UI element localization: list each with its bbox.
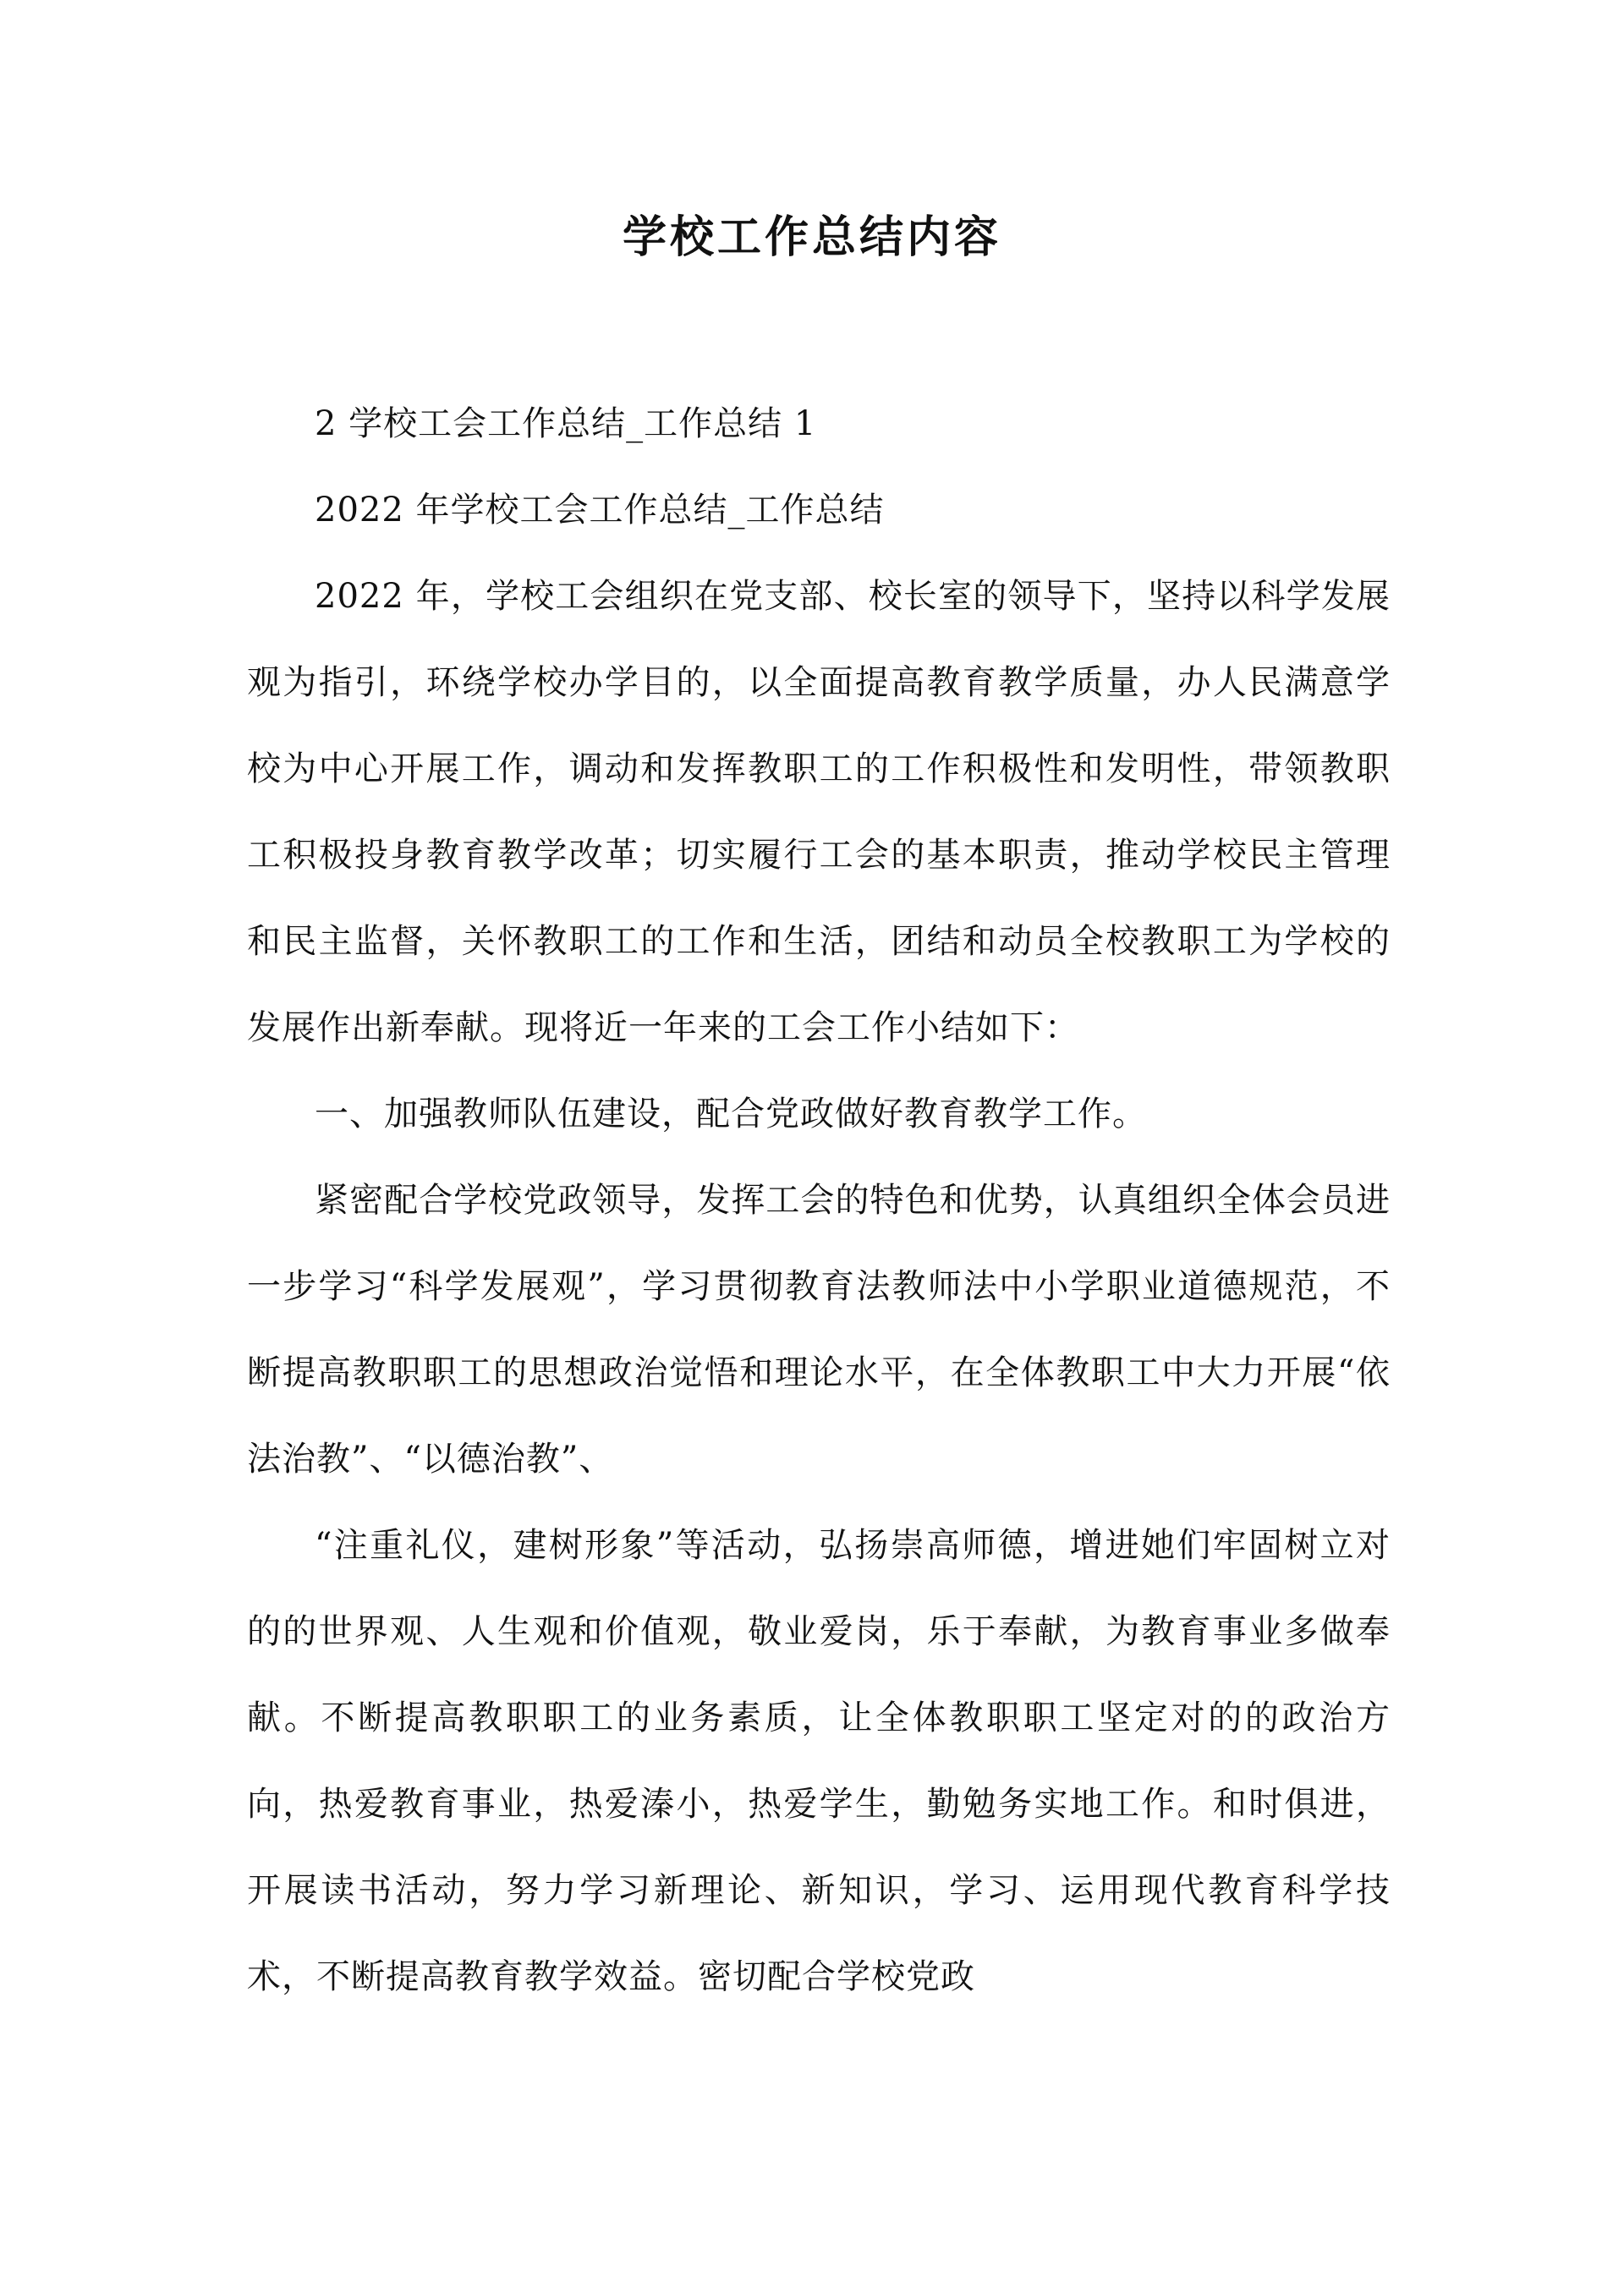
page-title: 学校工作总结内容 xyxy=(622,211,1001,263)
paragraph-body-1: 紧密配合学校党政领导，发挥工会的特色和优势，认真组织全体会员进一步学习“科学发展观”，学习贯彻教育法教师法中小学职业道德规范，不断提高教职职工的思想政治觉悟和理论水平，在全体教职工中大力开展“依法治教”、“以德治教”、 xyxy=(247,1181,1391,1479)
paragraph-subtitle-1: 2 学校工会工作总结_工作总结 1 xyxy=(315,404,817,443)
paragraph-intro: 2022 年，学校工会组织在党支部、校长室的领导下，坚持以科学发展观为指引，环绕学校办学目的，以全面提高教育教学质量，办人民满意学校为中心开展工作，调动和发挥教职工的工作积极性和发明性，带领教职工积极投身教育教学改革；切实履行工会的基本职责，推动学校民主管理和民主监督，关怀教职工的工作和生活，团结和动员全校教职工为学校的发展作出新奉献。现将近一年来的工会工作小结如下： xyxy=(247,577,1391,1047)
paragraph-body-2: “注重礼仪，建树形象”等活动，弘扬崇高师德，增进她们牢固树立对的的世界观、人生观和价值观，敬业爱岗，乐于奉献，为教育事业多做奉献。不断提高教职职工的业务素质，让全体教职职工坚定对的的政治方向，热爱教育事业，热爱溱小，热爱学生，勤勉务实地工作。和时俱进，开展读书活动，努力学习新理论、新知识，学习、运用现代教育科学技术，不断提高教育教学效益。密切配合学校党政 xyxy=(247,1526,1391,1996)
paragraph-subtitle-2: 2022 年学校工会工作总结_工作总结 xyxy=(315,491,885,530)
paragraph-section-heading: 一、加强教师队伍建设，配合党政做好教育教学工作。 xyxy=(315,1095,1147,1133)
document-body xyxy=(247,381,1391,2020)
